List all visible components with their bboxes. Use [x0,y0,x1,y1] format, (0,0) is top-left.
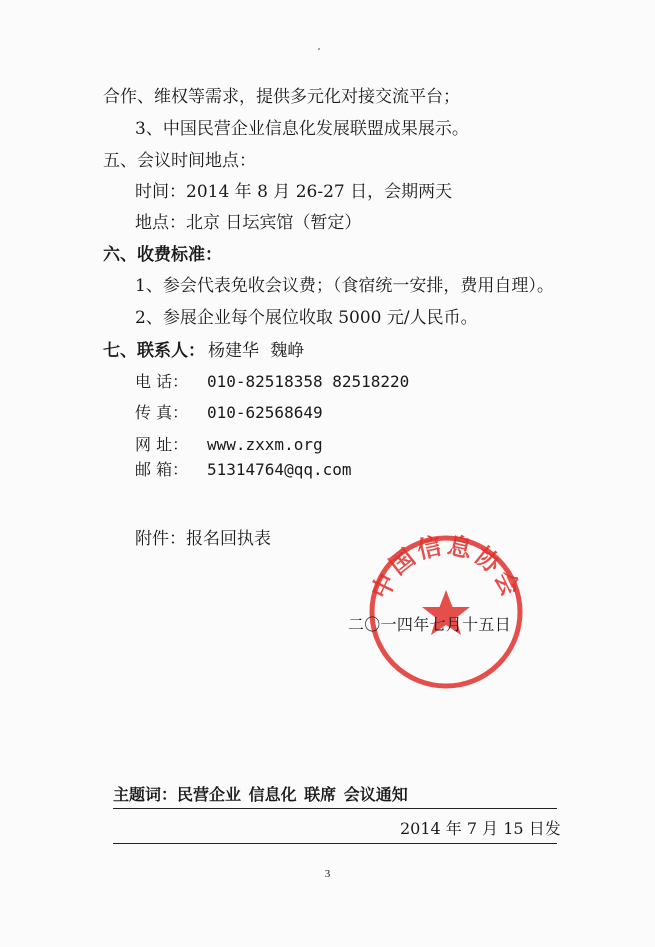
section-heading-7: 七、联系人： [103,341,205,361]
meeting-location: 地点：北京 日坛宾馆（暂定） [135,213,362,233]
keywords-underline [113,808,557,809]
phone-value: 010-82518358 82518220 [207,372,410,391]
contact-names: 杨建华 魏峥 [208,341,305,361]
email-label: 邮 箱： [135,460,189,479]
website-value: www.zxxm.org [207,435,323,454]
phone-label: 电 话： [135,372,189,391]
scan-speck [318,48,320,50]
fee-item-1: 1、参会代表免收会议费；（食宿统一安排，费用自理）。 [135,276,554,296]
page-number: 3 [324,868,331,880]
meeting-time: 时间：2014 年 8 月 26-27 日，会期两天 [135,182,453,202]
official-seal [366,532,526,692]
section-heading-6: 六、收费标准： [103,245,222,265]
fax-label: 传 真： [135,403,189,422]
email-value: 51314764@qq.com [207,460,352,479]
text-line-cooperation: 合作、维权等需求，提供多元化对接交流平台； [103,87,460,107]
text-line-item-3: 3、中国民营企业信息化发展联盟成果展示。 [135,119,469,139]
subject-keywords: 主题词：民营企业 信息化 联席 会议通知 [113,785,408,804]
section-heading-5: 五、会议时间地点： [103,151,256,171]
issue-date-underline [113,843,557,844]
attachment-line: 附件：报名回执表 [135,529,271,549]
svg-text:中国信息协会: 中国信息协会 [366,532,526,604]
fax-value: 010-62568649 [207,403,323,422]
fee-item-2: 2、参展企业每个展位收取 5000 元/人民币。 [135,308,478,328]
website-label: 网 址： [135,435,189,454]
issue-date: 2014 年 7 月 15 日发 [400,819,561,838]
signature-date: 二〇一四年七月十五日 [348,615,512,634]
